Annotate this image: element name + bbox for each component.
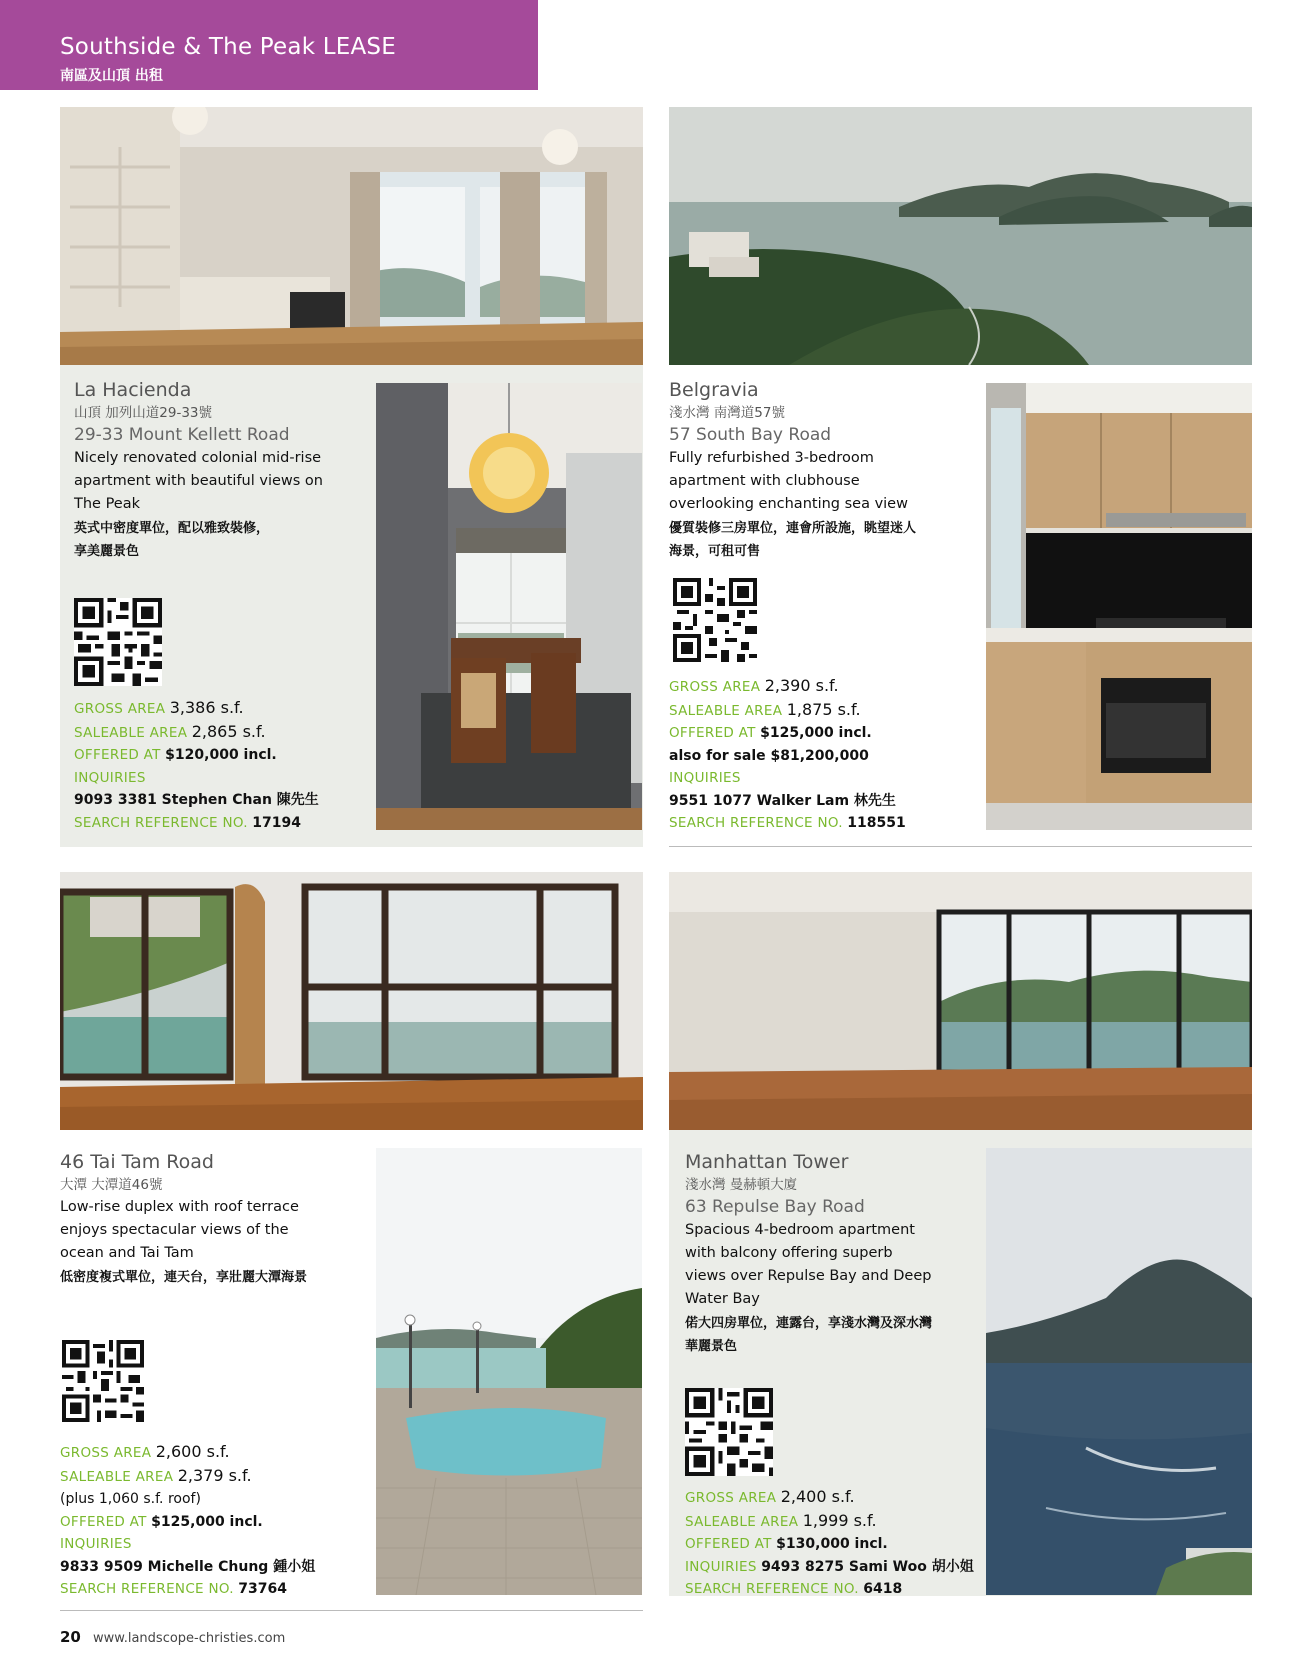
property-road: 57 South Bay Road (669, 425, 832, 445)
roof-area-note: (plus 1,060 s.f. roof) (60, 1491, 201, 1507)
property-description: Nicely renovated colonial mid-rise apartment with beautiful views on The Peak (74, 450, 323, 512)
saleable-area-value: 2,865 s.f. (191, 721, 266, 741)
pool-terrace-photo (376, 1148, 642, 1595)
offered-price: $125,000 incl. (760, 725, 872, 741)
header-band (0, 0, 538, 90)
listing-stats-la-hacienda: GROSS AREA 3,386 s.f. SALEABLE AREA 2,865 s.f. OFFERED AT $120,000 incl. INQUIRIES 9093 3381 Stephen Chan 陳先生 SEARCH REFERENCE NO. 17194 (74, 698, 319, 831)
kitchen-photo (986, 383, 1252, 830)
bay-view-photo (986, 1148, 1252, 1595)
page-title: Southside & The Peak LEASE (60, 34, 396, 60)
search-reference-number: 118551 (847, 815, 906, 831)
property-name: Manhattan Tower (685, 1151, 849, 1173)
property-description: Low-rise duplex with roof terrace enjoys spectacular views of the ocean and Tai Tam (60, 1199, 299, 1261)
offered-price: $120,000 incl. (165, 747, 277, 763)
property-address-cn: 淺水灣 曼赫頓大廈 (685, 1177, 798, 1193)
property-description-cn: 優質裝修三房單位，連會所設施，眺望迷人 海景，可租可售 (669, 521, 917, 559)
inquiries-contact[interactable]: 9093 3381 Stephen Chan 陳先生 (74, 792, 319, 808)
divider (60, 1610, 643, 1611)
property-name: Belgravia (669, 379, 759, 401)
window-sea-view-photo (60, 872, 643, 1130)
property-description-cn: 偌大四房單位，連露台，享淺水灣及深水灣 華麗景色 (685, 1316, 933, 1354)
listing-info-la-hacienda (74, 378, 374, 563)
gross-area-value: 2,400 s.f. (780, 1487, 855, 1506)
dining-room-photo (376, 383, 642, 830)
qr-code-icon[interactable] (74, 598, 162, 686)
listing-info-belgravia (669, 378, 974, 563)
inquiries-contact[interactable]: 9551 1077 Walker Lam 林先生 (669, 792, 896, 809)
property-description: Spacious 4-bedroom apartment with balcony offering superb views over Repulse Bay and Deep Water Bay (685, 1222, 932, 1307)
living-room-photo (60, 107, 643, 365)
saleable-area-value: 1,875 s.f. (786, 699, 861, 719)
qr-code-icon[interactable] (62, 1340, 144, 1422)
saleable-area-value: 2,379 s.f. (177, 1465, 252, 1485)
qr-code-icon[interactable] (673, 578, 757, 662)
qr-code-icon[interactable] (685, 1388, 773, 1476)
gross-area-value: 2,390 s.f. (764, 676, 839, 695)
property-road: 63 Repulse Bay Road (685, 1197, 865, 1217)
offered-price: $125,000 incl. (151, 1513, 263, 1530)
listing-stats-belgravia: GROSS AREA 2,390 s.f. SALEABLE AREA 1,875 s.f. OFFERED AT $125,000 incl. also for sale $81,200,000 INQUIRIES 9551 1077 Walker Lam 林先生 SEARCH REFERENCE NO. 118551 (669, 676, 906, 831)
sale-price-note: also for sale $81,200,000 (669, 747, 869, 764)
property-name: 46 Tai Tam Road (60, 1151, 214, 1173)
listing-stats-manhattan-tower: GROSS AREA 2,400 s.f. SALEABLE AREA 1,999 s.f. OFFERED AT $130,000 incl. INQUIRIES 9493 8275 Sami Woo 胡小姐 SEARCH REFERENCE NO. 6418 (685, 1487, 974, 1597)
saleable-area-value: 1,999 s.f. (802, 1510, 877, 1530)
property-address-cn: 淺水灣 南灣道57號 (669, 405, 785, 421)
sea-view-photo (669, 107, 1252, 365)
search-reference-number: 73764 (238, 1581, 288, 1597)
listing-info-tai-tam (60, 1150, 370, 1289)
inquiries-contact[interactable]: 9493 8275 Sami Woo 胡小姐 (761, 1558, 974, 1575)
offered-price: $130,000 incl. (776, 1536, 888, 1552)
search-reference-number: 6418 (863, 1581, 903, 1597)
search-reference-number: 17194 (252, 814, 302, 831)
empty-room-balcony-photo (669, 872, 1252, 1130)
gross-area-value: 3,386 s.f. (169, 698, 244, 717)
listing-info-manhattan-tower (685, 1150, 985, 1358)
page-footer (60, 1628, 285, 1646)
property-description: Fully refurbished 3-bedroom apartment with clubhouse overlooking enchanting sea view (669, 450, 908, 512)
inquiries-contact[interactable]: 9833 9509 Michelle Chung 鍾小姐 (60, 1558, 316, 1575)
property-name: La Hacienda (74, 379, 192, 401)
website-link[interactable]: www.landscope-christies.com (93, 1631, 286, 1646)
property-description-cn: 低密度複式單位，連天台，享壯麗大潭海景 (60, 1270, 308, 1285)
property-road: 29-33 Mount Kellett Road (74, 425, 290, 445)
divider (669, 846, 1252, 847)
listing-stats-tai-tam: GROSS AREA 2,600 s.f. SALEABLE AREA 2,379 s.f. (plus 1,060 s.f. roof) OFFERED AT $125,000 incl. INQUIRIES 9833 9509 Michelle Chung 鍾小姐 SEARCH REFERENCE NO. 73764 (60, 1442, 316, 1597)
property-description-cn: 英式中密度單位，配以雅致裝修， 享美麗景色 (74, 521, 270, 559)
property-address-cn: 山頂 加列山道29-33號 (74, 405, 213, 421)
page-subtitle: 南區及山頂 出租 (60, 68, 163, 84)
gross-area-value: 2,600 s.f. (155, 1442, 230, 1461)
page-number: 20 (60, 1628, 81, 1646)
property-address-cn: 大潭 大潭道46號 (60, 1177, 163, 1193)
